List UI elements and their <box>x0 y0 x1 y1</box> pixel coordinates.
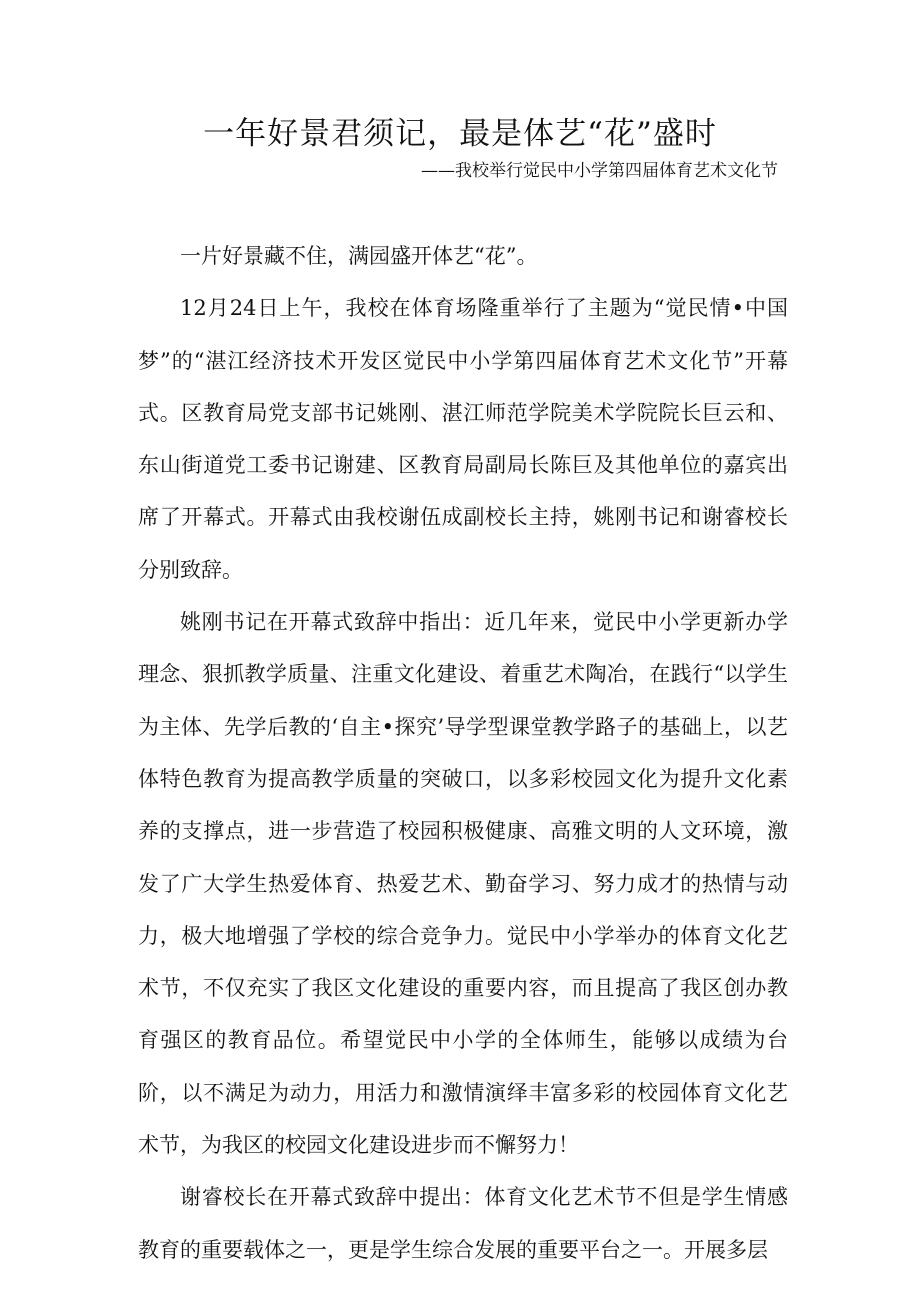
paragraph-yao-gang-speech: 姚刚书记在开幕式致辞中指出：近几年来，觉民中小学更新办学理念、狠抓教学质量、注重文化建设、着重艺术陶冶，在践行“以学生为主体、先学后教的‘自主•探究’导学型课堂教学路子的基础上，以艺体特色教育为提高教学质量的突破口，以多彩校园文化为提升文化素养的支撑点，进一步营造了校园积极健康、高雅文明的人文环境，激发了广大学生热爱体育、热爱艺术、勤奋学习、努力成才的热情与动力，极大地增强了学校的综合竞争力。觉民中小学举办的体育文化艺术节，不仅充实了我区文化建设的重要内容，而且提高了我区创办教育强区的教育品位。希望觉民中小学的全体师生，能够以成绩为台阶，以不满足为动力，用活力和激情演绎丰富多彩的校园体育文化艺术节，为我区的校园文化建设进步而不懈努力！ <box>138 610 788 1158</box>
paragraph-intro: 一片好景藏不住，满园盛开体艺“花”。 <box>180 244 538 268</box>
paragraph-xie-rui-speech: 谢睿校长在开幕式致辞中提出：体育文化艺术节不但是学生情感教育的重要载体之一，更是学生综合发展的重要平台之一。开展多层 <box>138 1185 788 1262</box>
paragraph-opening-ceremony: 12月24日上午，我校在体育场隆重举行了主题为“觉民情•中国梦”的“湛江经济技术开发区觉民中小学第四届体育艺术文化节”开幕式。区教育局党支部书记姚刚、湛江师范学院美术学院院长巨云和、东山街道党工委书记谢建、区教育局副局长陈巨及其他单位的嘉宾出席了开幕式。开幕式由我校谢伍成副校长主持，姚刚书记和谢睿校长分别致辞。 <box>138 296 788 582</box>
document-subtitle: ——我校举行觉民中小学第四届体育艺术文化节 <box>421 161 778 181</box>
document-title: 一年好景君须记，最是体艺“花”盛时 <box>203 116 717 152</box>
document-body <box>138 230 788 1276</box>
